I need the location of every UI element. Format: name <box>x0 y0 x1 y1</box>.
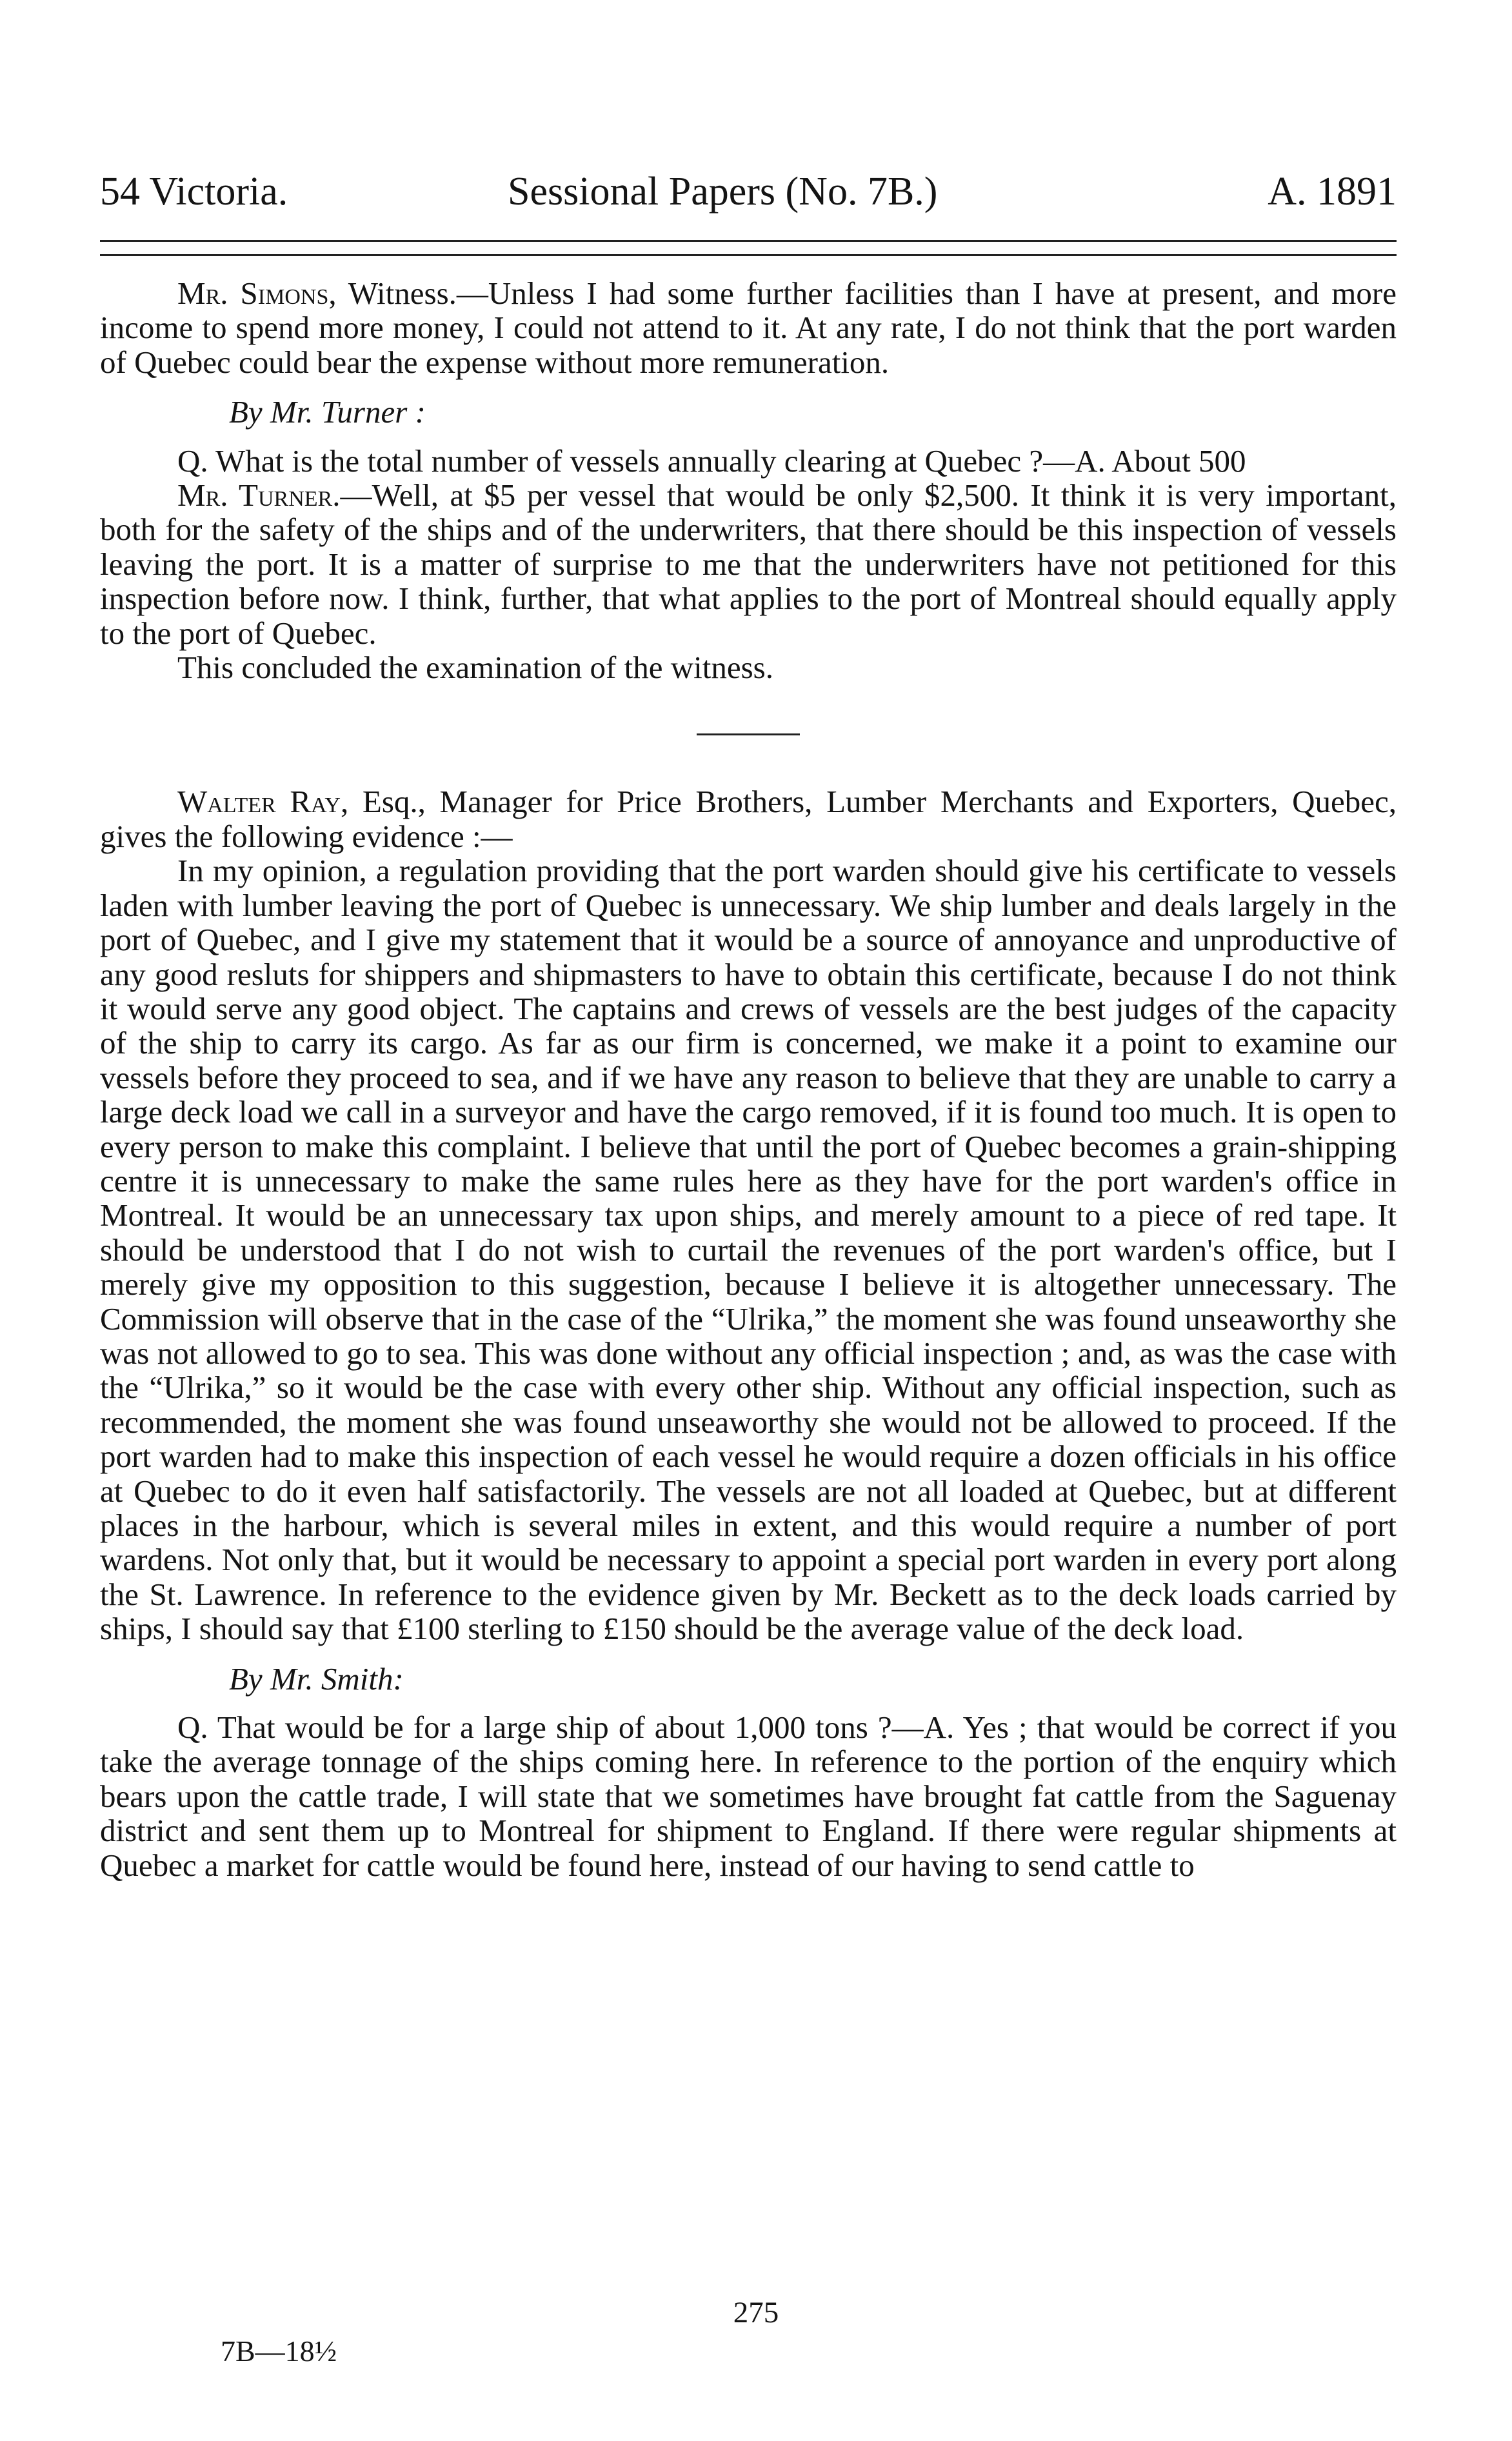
body-text <box>100 276 1397 1882</box>
question-answer: Q. What is the total number of vessels annually clearing at Quebec ?—A. About 500 <box>177 443 1246 479</box>
paragraph-text: .—Well, at $5 per vessel that would be only $2,500. It think it is very important, both for the safety of the ships and of the underwriters, that there should be this inspection of vessels leaving the port. It is a matter of surprise to me that the underwriters have not petitioned for this inspection before now. I think, further, that what applies to the port of Montreal should equally apply to the port of Quebec. <box>100 477 1397 651</box>
section-separator <box>697 733 800 735</box>
paragraph-turner <box>100 478 1397 650</box>
witness-name: Walter Ray <box>177 784 341 820</box>
speaker-name: Mr. Turner <box>177 477 333 513</box>
header-rule-top <box>100 240 1397 242</box>
header-title: Sessional Papers (No. 7B.) <box>508 170 938 214</box>
paragraph-text: , Witness.—Unless I had some further facilities than I have at present, and more income to spend more money, I could not attend to it. At any rate, I do not think that the port warden of Quebec could bear the expense without more remuneration. <box>100 275 1397 380</box>
speaker-name: Mr. Simons <box>177 275 329 311</box>
paragraph-simons <box>100 276 1397 379</box>
examiner-heading: By Mr. Turner : <box>229 394 426 430</box>
header-year: A. 1891 <box>1268 170 1397 214</box>
signature-mark: 7B—18½ <box>221 2335 337 2367</box>
page-number: 275 <box>733 2296 779 2329</box>
paragraph-conclusion: This concluded the examination of the witness. <box>177 650 773 686</box>
page-header <box>100 169 1397 227</box>
header-session: 54 Victoria. <box>100 170 288 214</box>
examiner-heading: By Mr. Smith: <box>229 1660 404 1697</box>
header-rule-bottom <box>100 254 1397 256</box>
paragraph-text: , Esq., Manager for Price Brothers, Lumber Merchants and Exporters, Quebec, gives the following evidence :— <box>100 784 1397 854</box>
paragraph-witness-intro <box>100 784 1397 853</box>
question-answer: Q. That would be for a large ship of about 1,000 tons ?—A. Yes ; that would be correct if you take the average tonnage of the ships coming here. In reference to the portion of the enquiry which bears upon the cattle trade, I will state that we sometimes have brought fat cattle from the Saguenay district and sent them up to Montreal for shipment to England. If there were regular shipments at Quebec a market for cattle would be found here, instead of our having to send cattle to <box>100 1709 1397 1883</box>
paragraph-evidence: In my opinion, a regulation providing that the port warden should give his certificate to vessels laden with lumber leaving the port of Quebec is unnecessary. We ship lumber and deals largely in the port of Quebec, and I give my statement that it would be a source of annoyance and unproductive of any good resluts for shippers and shipmasters to have to obtain this certificate, because I do not think it would serve any good object. The captains and crews of vessels are the best judges of the capacity of the ship to carry its cargo. As far as our firm is concerned, we make it a point to examine our vessels before they proceed to sea, and if we have any reason to believe that they are unable to carry a large deck load we call in a surveyor and have the cargo removed, if it is found too much. It is open to every person to make this complaint. I believe that until the port of Quebec becomes a grain-shipping centre it is unnecessary to make the same rules here as they have for the port warden's office in Montreal. It would be an unnecessary tax upon ships, and merely amount to a piece of red tape. It should be understood that I do not wish to curtail the revenues of the port warden's office, but I merely give my opposition to this suggestion, because I believe it is altogether unnecessary. The Commission will observe that in the case of the “Ulrika,” the moment she was found unseaworthy she was not allowed to go to sea. This was done without any official inspection ; and, as was the case with the “Ulrika,” so it would be the case with every other ship. Without any official inspection, such as recommended, the moment she was found unseaworthy she would not be allowed to proceed. If the port warden had to make this inspection of each vessel he would require a dozen officials in his office at Quebec to do it even half satisfactorily. The vessels are not all loaded at Quebec, but at different places in the harbour, which is several miles in extent, and this would require a number of port wardens. Not only that, but it would be necessary to appoint a special port warden in every port along the St. Lawrence. In reference to the evidence given by Mr. Beckett as to the deck loads carried by ships, I should say that £100 sterling to £150 should be the average value of the deck load. <box>100 853 1397 1647</box>
